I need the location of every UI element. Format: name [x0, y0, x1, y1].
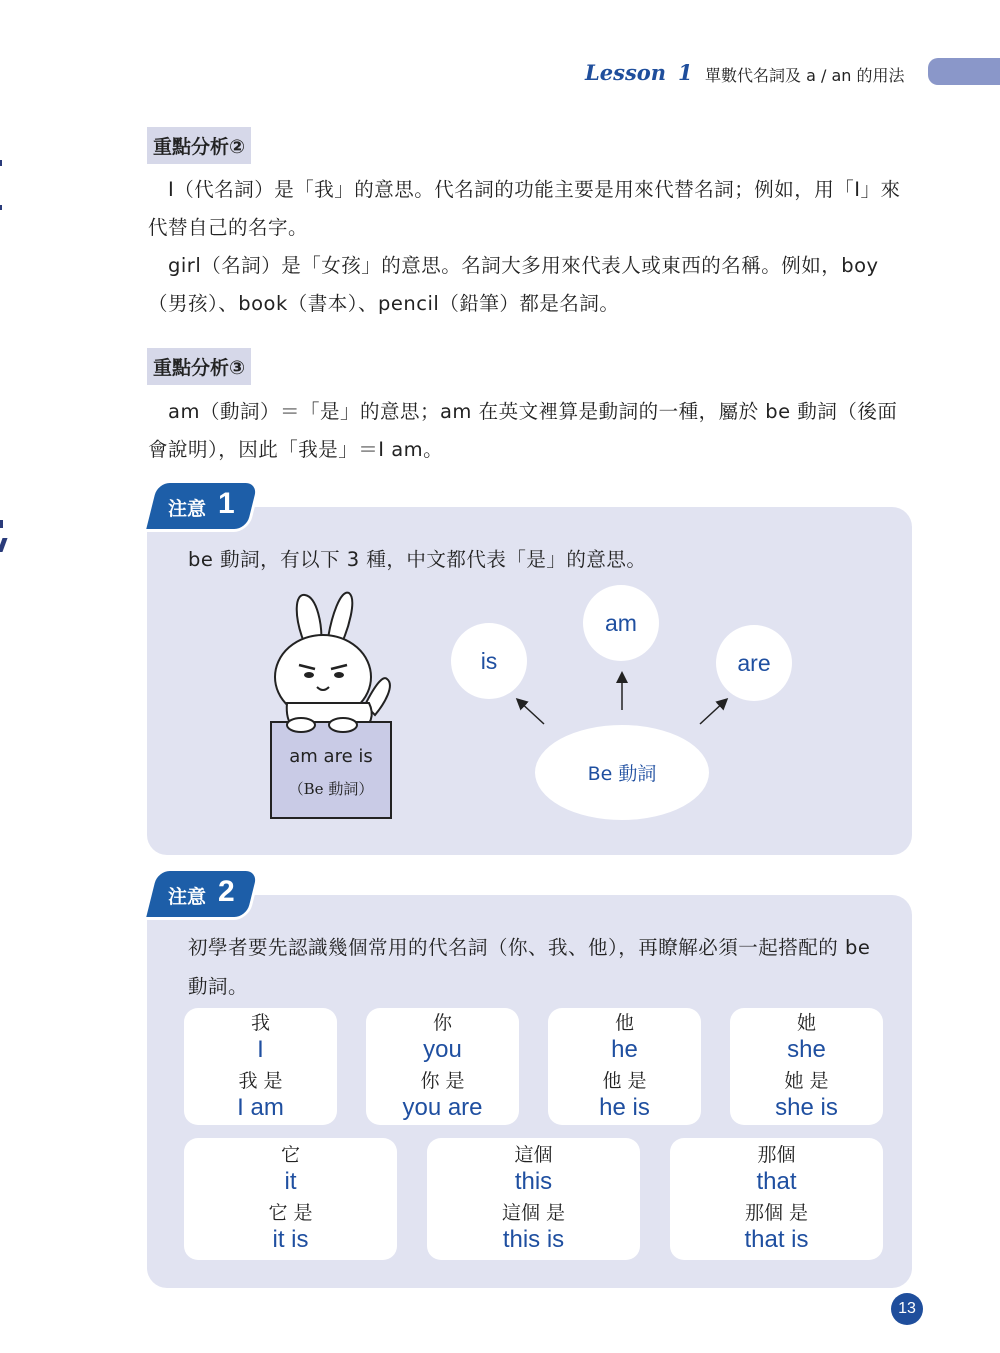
note-label: 注意 — [168, 886, 207, 908]
card-zh-be: 它 是 — [268, 1202, 313, 1224]
note-label: 注意 — [168, 498, 207, 520]
card-zh-be: 你 是 — [420, 1070, 465, 1092]
be-verb-is: is — [451, 623, 527, 699]
lesson-label — [585, 60, 693, 85]
card-zh-be: 這個 是 — [501, 1202, 566, 1224]
edge-mark — [0, 205, 2, 210]
card-zh: 它 — [280, 1144, 300, 1166]
card-en: she — [787, 1036, 826, 1063]
card-en-be: he is — [599, 1094, 650, 1121]
note-number: 1 — [218, 487, 235, 520]
sign-text-label: （Be 動詞） — [288, 780, 374, 798]
pronoun-card-that — [670, 1138, 883, 1260]
card-en: it — [284, 1168, 297, 1195]
note2-text: 初學者要先認識幾個常用的代名詞（你、我、他），再瞭解必須一起搭配的 be 動詞。 — [188, 936, 871, 998]
edge-mark — [0, 160, 2, 166]
section-heading-3: 重點分析③ — [147, 348, 251, 385]
paragraph-pronoun: I（代名詞）是「我」的意思。代名詞的功能主要是用來代替名詞；例如，用「I」來代替自己的名字。 — [148, 178, 901, 239]
page-number: 13 — [891, 1293, 923, 1325]
card-en-be: she is — [775, 1094, 838, 1121]
pronoun-card-i — [184, 1008, 337, 1125]
pronoun-card-this — [427, 1138, 640, 1260]
card-zh-be: 她 是 — [784, 1070, 829, 1092]
card-zh: 那個 — [757, 1144, 796, 1166]
card-en-be: that is — [744, 1226, 809, 1253]
be-verb-center: Be 動詞 — [535, 725, 709, 820]
diagram-arrows — [500, 660, 740, 740]
sign-text-words: am are is — [289, 746, 373, 767]
card-zh: 她 — [796, 1012, 816, 1034]
card-en-be: I am — [237, 1094, 284, 1121]
card-zh-be: 那個 是 — [744, 1202, 809, 1224]
note-number: 2 — [218, 875, 235, 908]
card-zh-be: 我 是 — [238, 1070, 283, 1092]
header-tab-decoration — [928, 58, 1000, 85]
card-zh: 我 — [250, 1012, 270, 1034]
card-en: you — [423, 1036, 462, 1063]
card-zh-be: 他 是 — [602, 1070, 647, 1092]
note1-text: be 動詞，有以下 3 種，中文都代表「是」的意思。 — [188, 548, 647, 571]
card-en-be: you are — [402, 1094, 483, 1121]
card-zh: 他 — [614, 1012, 634, 1034]
be-verb-are: are — [716, 625, 792, 701]
pronoun-card-he — [548, 1008, 701, 1125]
paragraph-noun: girl（名詞）是「女孩」的意思。名詞大多用來代表人或東西的名稱。例如，boy（男孩）、book（書本）、pencil（鉛筆）都是名詞。 — [148, 254, 879, 315]
section-heading-2: 重點分析② — [147, 127, 251, 164]
card-en: he — [611, 1036, 638, 1063]
card-en: this — [514, 1168, 553, 1195]
card-en-be: it is — [272, 1226, 309, 1253]
edge-mark — [0, 538, 8, 552]
card-en: I — [257, 1036, 264, 1063]
pronoun-card-you — [366, 1008, 519, 1125]
paragraph-verb: am（動詞）＝「是」的意思；am 在英文裡算是動詞的一種，屬於 be 動詞（後面會說明），因此「我是」＝I am。 — [148, 400, 898, 461]
be-verb-am: am — [583, 585, 659, 661]
lesson-title: 單數代名詞及 a / an 的用法 — [705, 66, 905, 85]
card-en: that — [756, 1168, 797, 1195]
card-zh: 你 — [432, 1012, 452, 1034]
card-zh: 這個 — [514, 1144, 553, 1166]
pronoun-card-she — [730, 1008, 883, 1125]
lesson-number: 1 — [678, 60, 693, 85]
edge-mark — [0, 520, 3, 528]
lesson-word: Lesson — [585, 60, 667, 85]
card-en-be: this is — [502, 1226, 565, 1253]
pronoun-card-it — [184, 1138, 397, 1260]
